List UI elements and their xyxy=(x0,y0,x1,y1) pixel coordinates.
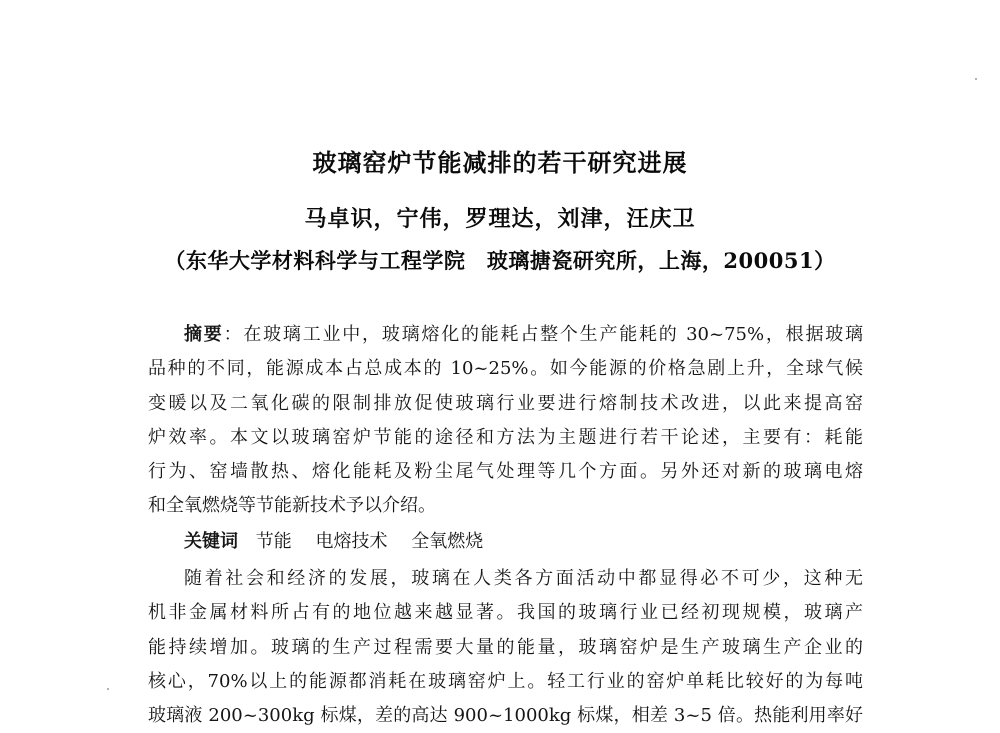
abstract-line: 品种的不同，能源成本占总成本的 10~25%。如今能源的价格急剧上升，全球气候 xyxy=(148,358,863,380)
body-line: 核心，70%以上的能源都消耗在玻璃窑炉上。轻工行业的窑炉单耗比较好的为每吨 xyxy=(148,670,863,692)
keywords-label: 关键词 xyxy=(184,531,238,552)
body-line: 随着社会和经济的发展，玻璃在人类各方面活动中都显得必不可少，这种无 xyxy=(184,568,863,589)
body-line: 机非金属材料所占有的地位越来越显著。我国的玻璃行业已经初现规模，玻璃产 xyxy=(148,602,863,624)
abstract-line: 行为、窑墙散热、熔化能耗及粉尘尾气处理等几个方面。另外还对新的玻璃电熔 xyxy=(148,461,863,483)
body-line: 能持续增加。玻璃的生产过程需要大量的能量，玻璃窑炉是生产玻璃生产企业的 xyxy=(148,636,863,658)
paper-title: 玻璃窑炉节能减排的若干研究进展 xyxy=(312,148,688,177)
abstract-line-text: ：在玻璃工业中，玻璃熔化的能耗占整个生产能耗的 30~75%，根据玻璃 xyxy=(223,324,863,345)
keyword-item: 全氧燃烧 xyxy=(411,531,484,552)
keyword-item: 节能 xyxy=(255,531,292,552)
abstract-line xyxy=(148,318,863,352)
abstract-line: 和全氧燃烧等节能新技术予以介绍。 xyxy=(148,495,436,517)
scan-speck xyxy=(107,688,109,690)
keyword-item: 电熔技术 xyxy=(315,531,388,552)
abstract-line: 变暖以及二氧化碳的限制排放促使玻璃行业要进行熔制技术改进，以此来提高窑 xyxy=(148,392,863,414)
introduction-paragraph xyxy=(148,562,863,733)
abstract-line: 炉效率。本文以玻璃窑炉节能的途径和方法为主题进行若干论述，主要有：耗能 xyxy=(148,426,863,448)
body-line: 玻璃液 200~300kg 标煤，差的高达 900~1000kg 标煤，相差 3~5 倍。热能利用率好 xyxy=(148,705,863,727)
abstract-label: 摘要 xyxy=(184,324,224,345)
author-affiliation: （东华大学材料科学与工程学院 玻璃搪瓷研究所，上海，200051） xyxy=(164,248,836,273)
keywords xyxy=(184,525,501,559)
scan-speck xyxy=(975,78,977,80)
author-list: 马卓识，宁伟，罗理达，刘津，汪庆卫 xyxy=(304,206,696,232)
abstract xyxy=(148,318,863,524)
